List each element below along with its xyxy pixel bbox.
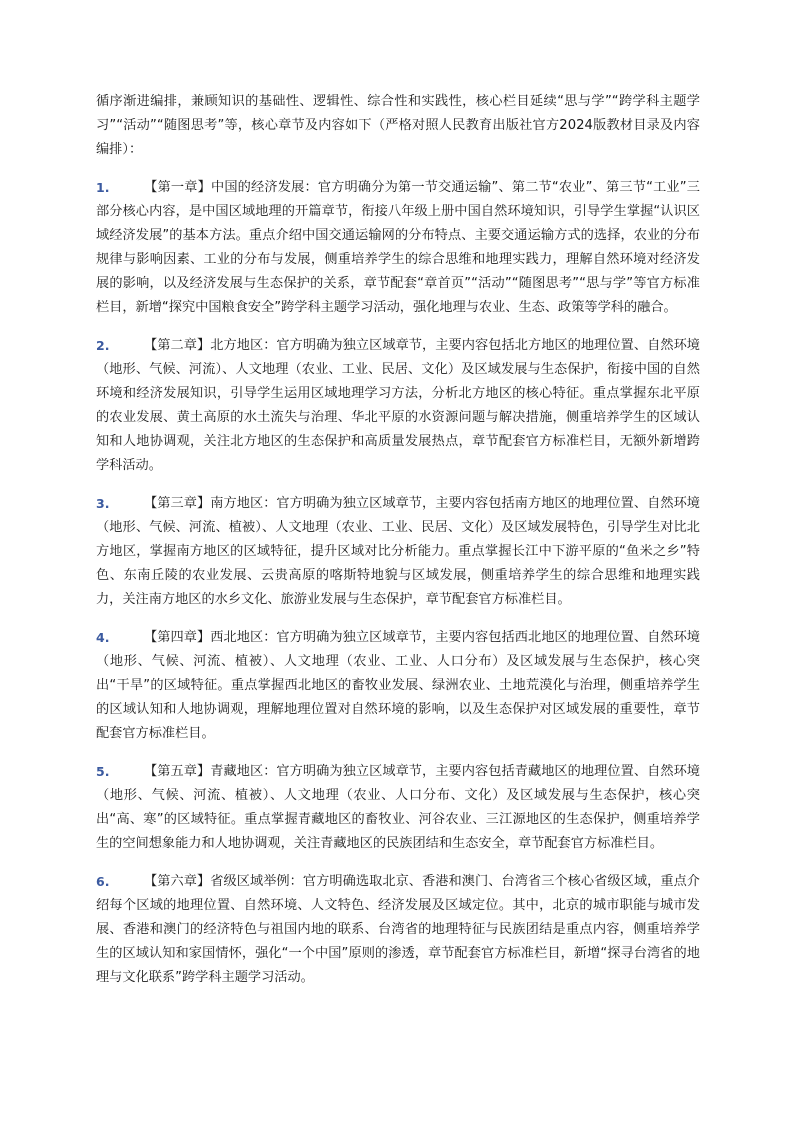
list-number: 1.	[96, 180, 110, 195]
document-page	[96, 90, 700, 1004]
chapter-text: 【第二章】北方地区：官方明确为独立区域章节，主要内容包括北方地区的地理位置、自然环境（地形、气候、河流）、人文地理（农业、工业、民居、文化）及区域发展与生态保护，衔接中国的自然环境和经济发展知识，引导学生运用区域地理学习方法，分析北方地区的核心特征。重点掌握东北平原的农业发展、黄土高原的水土流失与治理、华北平原的水资源问题与解决措施，侧重培养学生的区域认知和人地协调观，关注北方地区的生态保护和高质量发展热点，章节配套官方标准栏目，无额外新增跨学科活动。	[96, 338, 700, 473]
list-number: 6.	[96, 874, 110, 889]
chapter-text: 【第三章】南方地区：官方明确为独立区域章节，主要内容包括南方地区的地理位置、自然环境（地形、气候、河流、植被）、人文地理（农业、工业、民居、文化）及区域发展特色，引导学生对比北方地区，掌握南方地区的区域特征，提升区域对比分析能力。重点掌握长江中下游平原的“鱼米之乡”特色、东南丘陵的农业发展、云贵高原的喀斯特地貌与区域发展，侧重培养学生的综合思维和地理实践力，关注南方地区的水乡文化、旅游业发展与生态保护，章节配套官方标准栏目。	[96, 496, 700, 607]
list-number: 4.	[96, 630, 110, 645]
chapter-item-5	[96, 760, 700, 856]
chapter-item-2	[96, 334, 700, 478]
intro-paragraph: 循序渐进编排，兼顾知识的基础性、逻辑性、综合性和实践性，核心栏目延续“思与学”“跨学科主题学习”“活动”“随图思考”等，核心章节及内容如下（严格对照人民教育出版社官方2024版教材目录及内容编排）：	[96, 94, 700, 157]
chapter-item-4	[96, 626, 700, 746]
list-number: 5.	[96, 764, 110, 779]
chapter-item-1	[96, 176, 700, 320]
chapter-text: 【第四章】西北地区：官方明确为独立区域章节，主要内容包括西北地区的地理位置、自然环境（地形、气候、河流、植被）、人文地理（农业、工业、人口分布）及区域发展与生态保护，核心突出“干旱”的区域特征。重点掌握西北地区的畜牧业发展、绿洲农业、土地荒漠化与治理，侧重培养学生的区域认知和人地协调观，理解地理位置对自然环境的影响，以及生态保护对区域发展的重要性，章节配套官方标准栏目。	[96, 630, 700, 741]
list-number: 3.	[96, 496, 110, 511]
chapter-text: 【第六章】省级区域举例：官方明确选取北京、香港和澳门、台湾省三个核心省级区域，重点介绍每个区域的地理位置、自然环境、人文特色、经济发展及区域定位。其中，北京的城市职能与城市发展、香港和澳门的经济特色与祖国内地的联系、台湾省的地理特征与民族团结是重点内容，侧重培养学生的区域认知和家国情怀，强化“一个中国”原则的渗透，章节配套官方标准栏目，新增“探寻台湾省的地理与文化联系”跨学科主题学习活动。	[96, 874, 700, 985]
chapter-list	[96, 176, 700, 990]
chapter-text: 【第一章】中国的经济发展：官方明确分为第一节交通运输”、第二节“农业”、第三节“工业”三部分核心内容，是中国区域地理的开篇章节，衔接八年级上册中国自然环境知识，引导学生掌握“认识区域经济发展”的基本方法。重点介绍中国交通运输网的分布特点、主要交通运输方式的选择，农业的分布规律与影响因素、工业的分布与发展，侧重培养学生的综合思维和地理实践力，理解自然环境对经济发展的影响，以及经济发展与生态保护的关系，章节配套“章首页”“活动”“随图思考”“思与学”等官方标准栏目，新增“探究中国粮食安全”跨学科主题学习活动，强化地理与农业、生态、政策等学科的融合。	[96, 180, 700, 315]
chapter-item-3	[96, 492, 700, 612]
list-number: 2.	[96, 338, 110, 353]
chapter-item-6	[96, 870, 700, 990]
chapter-text: 【第五章】青藏地区：官方明确为独立区域章节，主要内容包括青藏地区的地理位置、自然环境（地形、气候、河流、植被）、人文地理（农业、人口分布、文化）及区域发展与生态保护，核心突出“高、寒”的区域特征。重点掌握青藏地区的畜牧业、河谷农业、三江源地区的生态保护，侧重培养学生的空间想象能力和人地协调观，关注青藏地区的民族团结和生态安全，章节配套官方标准栏目。	[96, 764, 700, 851]
